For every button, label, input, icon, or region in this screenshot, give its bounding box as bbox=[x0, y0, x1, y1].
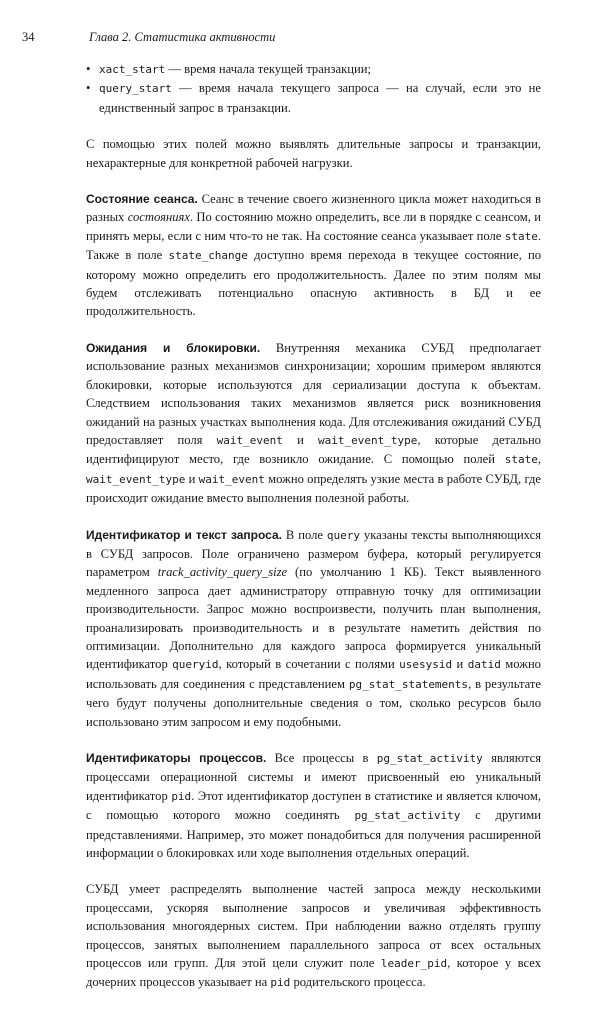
text-run: . Этот идентификатор доступен в статистике и является ключом, с помощью которого можно соединять bbox=[86, 788, 541, 823]
text-run: Внутренняя механика СУБД предполагает использование разных механизмов синхронизации; хорошим примером являются блокировки, которые используются для сериализации доступа к объектам. Следствием использования таких механизмов является риск возникновения ожиданий на разных участках выполнения кода. Для отслеживания ожиданий СУБД предоставляет поля bbox=[86, 340, 541, 447]
code-term: queryid bbox=[172, 658, 219, 672]
text-run: С помощью этих полей можно выявлять длительные запросы и транзакции, нехарактерные для конкретной рабочей нагрузки. bbox=[86, 137, 541, 170]
code-term: wait_event_type bbox=[318, 433, 418, 447]
code-term: pg_stat_statements bbox=[348, 677, 469, 691]
paragraph-process-ids bbox=[86, 749, 541, 862]
emphasis: состояниях bbox=[127, 210, 190, 225]
text-run: — время начала текущей транзакции; bbox=[165, 62, 371, 76]
text-run: СУБД умеет распределять выполнение частей запроса между несколькими процессами, ускоряя выполнение запросов и увеличивая эффективность использования многоядерных систем. При наблюдении важно отделять группу процессов, занятых выполнением параллельного запроса от всех остальных процессов или групп. Для этой цели служит поле bbox=[86, 882, 541, 971]
text-run: можно определять узкие места в работе СУБД, где происходит ожидание вместо выполнения полезной работы. bbox=[86, 471, 541, 506]
text-run: с другими представлениями. Например, это может понадобиться для получения расширенной информации о блокировках или ходе выполнения отдельных операций. bbox=[86, 808, 541, 861]
text-run: , в результате чего будут получены дополнительные сведения о том, сколько ресурсов было использовано этим запросом и ему подобными. bbox=[86, 676, 541, 729]
text-run: , который в сочетании с полями bbox=[218, 657, 400, 672]
code-term: leader_pid bbox=[380, 957, 448, 971]
code-term: xact_start bbox=[99, 63, 166, 76]
code-term: wait_event bbox=[216, 433, 283, 447]
paragraph-query-id-text bbox=[86, 526, 541, 731]
text-run: и bbox=[185, 471, 199, 486]
section-heading: Идентификатор и текст запроса. bbox=[86, 527, 283, 542]
text-run: доступно время перехода в текущее состояние, по которому можно определить его продолжительность. Далее по этим полям мы будем отслеживать потенциально опасную активность в БД и ее продолжительность. bbox=[86, 248, 541, 319]
text-run: , bbox=[537, 452, 541, 467]
chapter-title: Глава 2. Статистика активности bbox=[89, 30, 276, 44]
code-term: pid bbox=[171, 789, 192, 803]
section-heading: Идентификаторы процессов. bbox=[86, 751, 267, 765]
text-run: (по умолчанию 1 КБ). Текст выявленного медленного запроса дает администратору отправную точку для оптимизации производительности. Запрос можно воспроизвести, получить план выполнения, проанализировать производительность и в результате наметить действия по оптимизации. Дополнительно для каждого запроса формируется уникальный идентификатор bbox=[86, 565, 542, 672]
text-run: . По состоянию можно определить, все ли в порядке с сеансом, и принять меры, если с ним что-то не так. На состояние сеанса указывает поле bbox=[86, 210, 541, 243]
field-list bbox=[86, 60, 541, 117]
paragraph-waits-locks bbox=[86, 339, 541, 508]
text-run: . Также в поле bbox=[86, 228, 541, 263]
text-run: указаны тексты выполняющихся в СУБД запросов. Поле ограничено размером буфера, который регулируется параметром bbox=[86, 527, 541, 580]
section-heading: Состояние сеанса. bbox=[86, 192, 198, 207]
list-item bbox=[86, 60, 541, 79]
text-run: В поле bbox=[282, 527, 327, 542]
section-heading: Ожидания и блокировки. bbox=[86, 340, 261, 355]
text-run: — время начала текущего запроса — на случай, если это не единственный запрос в транзакции. bbox=[99, 81, 541, 115]
paragraph-long-queries bbox=[86, 135, 541, 172]
paragraph-session-state bbox=[86, 190, 541, 321]
code-term: pg_stat_activity bbox=[376, 752, 483, 765]
text-run: и bbox=[452, 657, 468, 672]
code-term: query bbox=[326, 528, 360, 542]
text-run: Все процессы в bbox=[266, 751, 377, 765]
page-body bbox=[86, 60, 541, 1011]
code-term: state_change bbox=[168, 249, 248, 263]
text-run: можно использовать для соединения с представлением bbox=[86, 657, 541, 691]
code-term: state bbox=[504, 453, 538, 467]
code-term: state bbox=[504, 229, 538, 243]
code-term: pg_stat_activity bbox=[354, 809, 461, 823]
list-item bbox=[86, 79, 541, 117]
code-term: query_start bbox=[99, 82, 172, 96]
code-term: wait_event_type bbox=[86, 472, 186, 486]
text-run: , которые детально идентифицируют место, где возникло ожидание. С помощью полей bbox=[86, 432, 541, 467]
text-run: являются процессами операционной системы и имеют присвоенный ею уникальный идентификатор bbox=[86, 751, 541, 803]
emphasis: track_activity_query_size bbox=[157, 565, 288, 580]
page-number: 34 bbox=[22, 30, 35, 44]
paragraph-parallel-query bbox=[86, 880, 541, 992]
text-run: Сеанс в течение своего жизненного цикла может находиться в разных bbox=[86, 192, 541, 225]
text-run: , которое у всех дочерних процессов указывает на bbox=[86, 956, 541, 990]
code-term: wait_event bbox=[198, 472, 265, 486]
text-run: и bbox=[282, 432, 319, 447]
code-term: pid bbox=[270, 976, 291, 990]
code-term: datid bbox=[467, 658, 501, 672]
text-run: родительского процесса. bbox=[290, 975, 426, 990]
code-term: usesysid bbox=[399, 658, 453, 672]
